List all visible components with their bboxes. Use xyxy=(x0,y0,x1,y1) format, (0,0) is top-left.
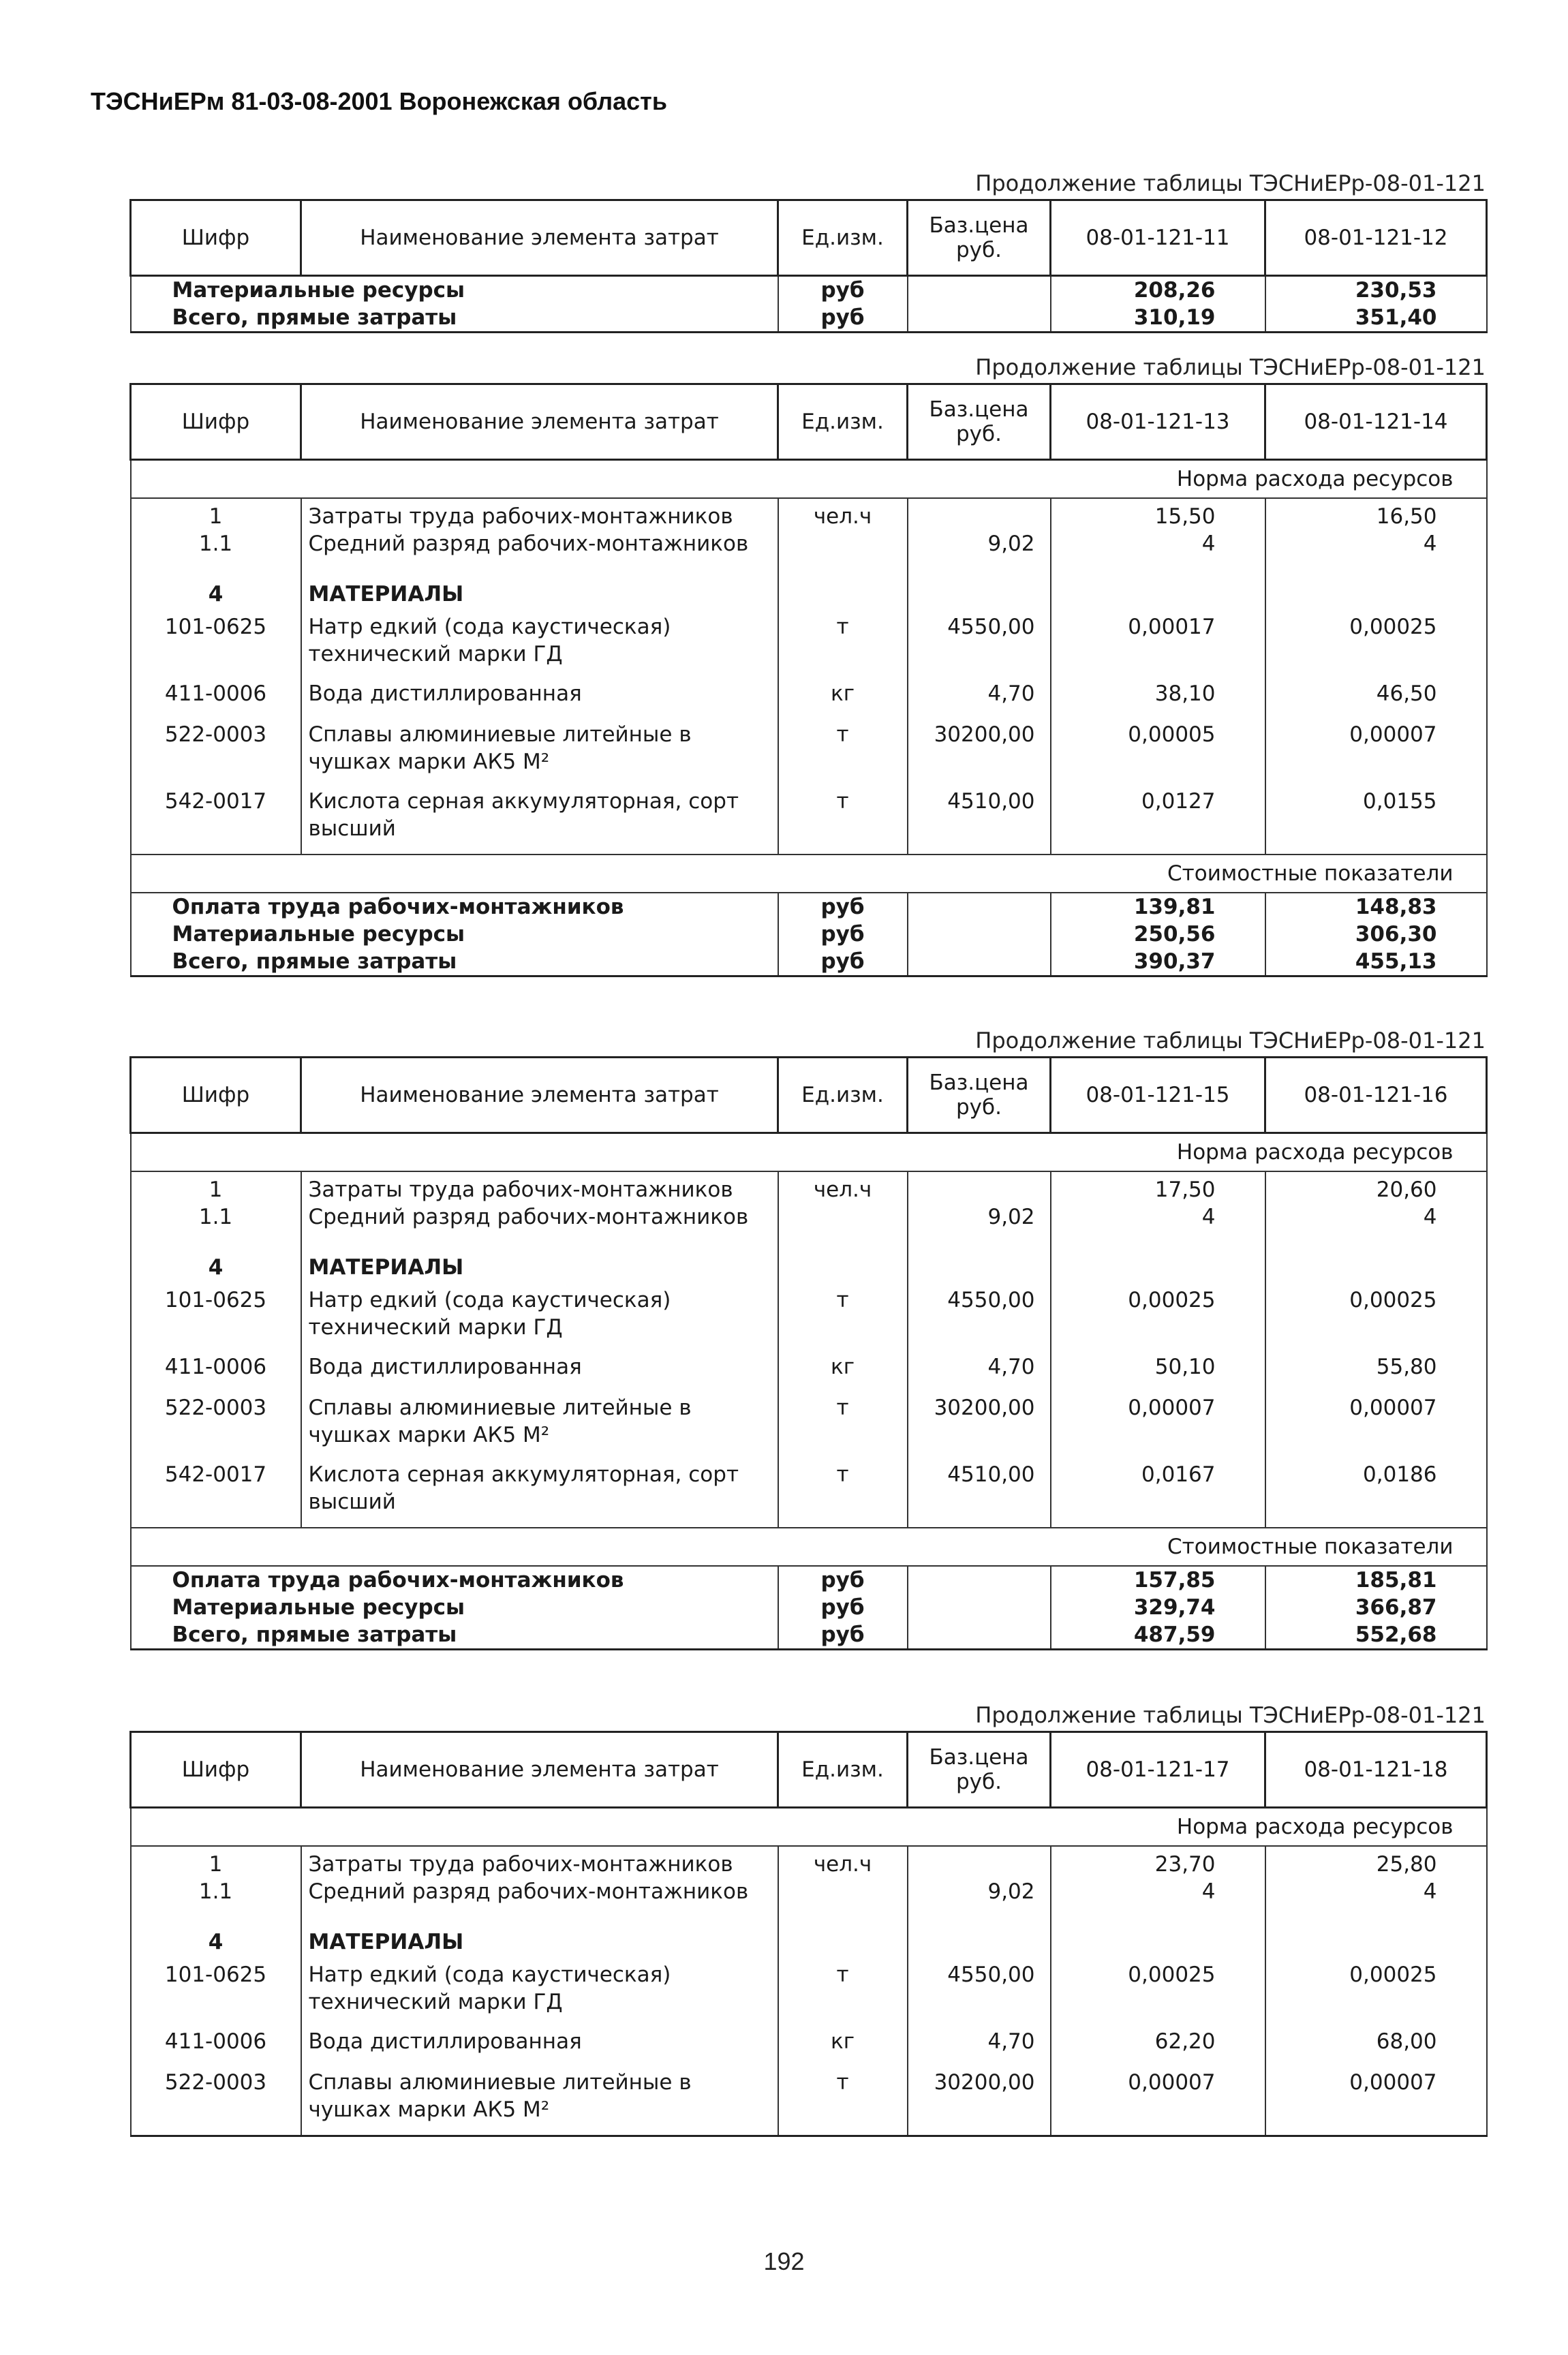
table-row xyxy=(131,1287,1487,1353)
col-header-code-1: 08-01-121-13 xyxy=(1051,384,1265,460)
total-label: Материальные ресурсы xyxy=(131,921,778,948)
total-label: Всего, прямые затраты xyxy=(131,1621,778,1650)
row-value-1: 17,50 xyxy=(1051,1171,1265,1203)
row-name: Кислота серная аккумуляторная, сорт высший xyxy=(301,1461,778,1528)
col-header-code: Шифр xyxy=(131,1058,301,1133)
col-header-code: Шифр xyxy=(131,384,301,460)
row-name: Затраты труда рабочих-монтажников xyxy=(301,1846,778,1878)
row-price: 4510,00 xyxy=(908,788,1051,855)
col-header-price: Баз.цена руб. xyxy=(908,384,1051,460)
row-value-1: 0,00007 xyxy=(1051,1394,1265,1461)
row-value-2: 0,0155 xyxy=(1265,788,1487,855)
row-unit: чел.ч xyxy=(778,1846,908,1878)
row-value-2: 0,0186 xyxy=(1265,1461,1487,1528)
row-code: 101-0625 xyxy=(131,613,301,680)
row-value-2: 0,00025 xyxy=(1265,1961,1487,2028)
section-label: Норма расхода ресурсов xyxy=(131,1808,1487,1847)
row-price: 4510,00 xyxy=(908,1461,1051,1528)
total-value-1: 310,19 xyxy=(1051,304,1265,333)
table-row xyxy=(131,1394,1487,1461)
table-header-row xyxy=(131,1732,1487,1808)
row-unit: т xyxy=(778,1287,908,1353)
table-row xyxy=(131,530,1487,571)
row-unit xyxy=(778,530,908,571)
col-header-code-2: 08-01-121-14 xyxy=(1265,384,1487,460)
col-header-unit: Ед.изм. xyxy=(778,1058,908,1133)
row-code: 1 xyxy=(131,498,301,530)
section-row xyxy=(131,855,1487,893)
row-value-2: 0,00007 xyxy=(1265,2069,1487,2136)
row-name: Затраты труда рабочих-монтажников xyxy=(301,1171,778,1203)
table-row xyxy=(131,571,1487,613)
row-name: Сплавы алюминиевые литейные в чушках марки АК5 М² xyxy=(301,2069,778,2136)
total-row xyxy=(131,1621,1487,1650)
row-name: МАТЕРИАЛЫ xyxy=(301,1244,778,1287)
row-name: МАТЕРИАЛЫ xyxy=(301,571,778,613)
col-header-name: Наименование элемента затрат xyxy=(301,200,778,276)
table-row xyxy=(131,498,1487,530)
row-name: Средний разряд рабочих-монтажников xyxy=(301,1203,778,1244)
row-code: 542-0017 xyxy=(131,788,301,855)
col-header-name: Наименование элемента затрат xyxy=(301,384,778,460)
row-value-1: 23,70 xyxy=(1051,1846,1265,1878)
row-value-1: 0,0127 xyxy=(1051,788,1265,855)
section-label: Стоимостные показатели xyxy=(131,855,1487,893)
resource-table xyxy=(129,199,1488,333)
row-price: 4,70 xyxy=(908,680,1051,721)
row-price xyxy=(908,1846,1051,1878)
total-value-2: 230,53 xyxy=(1265,276,1487,305)
row-name: Вода дистиллированная xyxy=(301,2028,778,2069)
row-code: 1 xyxy=(131,1171,301,1203)
table-row xyxy=(131,613,1487,680)
row-value-2: 0,00025 xyxy=(1265,613,1487,680)
row-value-2: 0,00007 xyxy=(1265,721,1487,788)
table-row xyxy=(131,721,1487,788)
total-value-1: 250,56 xyxy=(1051,921,1265,948)
row-name: Сплавы алюминиевые литейные в чушках марки АК5 М² xyxy=(301,721,778,788)
col-header-price: Баз.цена руб. xyxy=(908,1732,1051,1808)
row-value-1: 38,10 xyxy=(1051,680,1265,721)
row-code: 522-0003 xyxy=(131,2069,301,2136)
row-price: 30200,00 xyxy=(908,2069,1051,2136)
total-row xyxy=(131,304,1487,333)
row-name: Средний разряд рабочих-монтажников xyxy=(301,530,778,571)
table-row xyxy=(131,1846,1487,1878)
row-name: МАТЕРИАЛЫ xyxy=(301,1919,778,1961)
row-code: 1.1 xyxy=(131,1203,301,1244)
row-price: 9,02 xyxy=(908,1878,1051,1919)
table-header-row xyxy=(131,1058,1487,1133)
row-value-2: 68,00 xyxy=(1265,2028,1487,2069)
row-value-2: 16,50 xyxy=(1265,498,1487,530)
total-unit: руб xyxy=(778,1621,908,1650)
row-unit: т xyxy=(778,1461,908,1528)
row-name: Натр едкий (сода каустическая) технический марки ГД xyxy=(301,1287,778,1353)
row-value-2: 25,80 xyxy=(1265,1846,1487,1878)
row-code: 1.1 xyxy=(131,1878,301,1919)
row-unit: чел.ч xyxy=(778,498,908,530)
row-price xyxy=(908,1171,1051,1203)
row-code: 542-0017 xyxy=(131,1461,301,1528)
row-unit: кг xyxy=(778,1353,908,1394)
total-value-1: 157,85 xyxy=(1051,1566,1265,1594)
row-code: 411-0006 xyxy=(131,1353,301,1394)
section-label: Норма расхода ресурсов xyxy=(131,460,1487,499)
total-label: Оплата труда рабочих-монтажников xyxy=(131,1566,778,1594)
row-price: 4550,00 xyxy=(908,1961,1051,2028)
total-label: Материальные ресурсы xyxy=(131,276,778,305)
table-row xyxy=(131,680,1487,721)
total-row xyxy=(131,948,1487,976)
section-label: Стоимостные показатели xyxy=(131,1528,1487,1566)
total-value-2: 351,40 xyxy=(1265,304,1487,333)
row-code: 4 xyxy=(131,1244,301,1287)
section-row xyxy=(131,1528,1487,1566)
row-price: 9,02 xyxy=(908,1203,1051,1244)
table-caption: Продолжение таблицы ТЭСНиЕРр-08-01-121 xyxy=(975,170,1486,196)
col-header-price: Баз.цена руб. xyxy=(908,200,1051,276)
col-header-name: Наименование элемента затрат xyxy=(301,1732,778,1808)
row-value-1: 62,20 xyxy=(1051,2028,1265,2069)
total-value-2: 148,83 xyxy=(1265,893,1487,921)
table-header-row xyxy=(131,384,1487,460)
col-header-code-2: 08-01-121-18 xyxy=(1265,1732,1487,1808)
total-row xyxy=(131,1566,1487,1594)
row-value-1: 50,10 xyxy=(1051,1353,1265,1394)
row-unit: т xyxy=(778,613,908,680)
row-value-1: 4 xyxy=(1051,1878,1265,1919)
table-header-row xyxy=(131,200,1487,276)
row-value-2: 46,50 xyxy=(1265,680,1487,721)
row-value-1: 15,50 xyxy=(1051,498,1265,530)
row-price xyxy=(908,498,1051,530)
row-code: 522-0003 xyxy=(131,721,301,788)
row-code: 4 xyxy=(131,571,301,613)
resource-table xyxy=(129,383,1488,977)
row-code: 411-0006 xyxy=(131,680,301,721)
row-unit: чел.ч xyxy=(778,1171,908,1203)
total-row xyxy=(131,921,1487,948)
total-unit: руб xyxy=(778,948,908,976)
total-value-1: 329,74 xyxy=(1051,1594,1265,1621)
total-label: Оплата труда рабочих-монтажников xyxy=(131,893,778,921)
row-value-2: 4 xyxy=(1265,1878,1487,1919)
table-row xyxy=(131,1244,1487,1287)
section-label: Норма расхода ресурсов xyxy=(131,1133,1487,1172)
total-value-1: 390,37 xyxy=(1051,948,1265,976)
total-unit: руб xyxy=(778,276,908,305)
document-title: ТЭСНиЕРм 81-03-08-2001 Воронежская область xyxy=(91,87,667,115)
col-header-code-1: 08-01-121-11 xyxy=(1051,200,1265,276)
row-unit: т xyxy=(778,1394,908,1461)
row-code: 4 xyxy=(131,1919,301,1961)
row-name: Натр едкий (сода каустическая) технический марки ГД xyxy=(301,613,778,680)
row-code: 411-0006 xyxy=(131,2028,301,2069)
row-unit: т xyxy=(778,788,908,855)
table-row xyxy=(131,788,1487,855)
table-row xyxy=(131,1961,1487,2028)
row-unit: кг xyxy=(778,680,908,721)
row-unit: кг xyxy=(778,2028,908,2069)
total-row xyxy=(131,1594,1487,1621)
col-header-code: Шифр xyxy=(131,1732,301,1808)
total-unit: руб xyxy=(778,1566,908,1594)
col-header-code: Шифр xyxy=(131,200,301,276)
col-header-code-2: 08-01-121-12 xyxy=(1265,200,1487,276)
row-name: Сплавы алюминиевые литейные в чушках марки АК5 М² xyxy=(301,1394,778,1461)
row-value-1: 0,00005 xyxy=(1051,721,1265,788)
col-header-unit: Ед.изм. xyxy=(778,384,908,460)
row-price: 4550,00 xyxy=(908,1287,1051,1353)
row-price: 9,02 xyxy=(908,530,1051,571)
total-value-2: 185,81 xyxy=(1265,1566,1487,1594)
total-value-2: 366,87 xyxy=(1265,1594,1487,1621)
table-row xyxy=(131,1171,1487,1203)
col-header-code-1: 08-01-121-15 xyxy=(1051,1058,1265,1133)
row-value-2: 0,00025 xyxy=(1265,1287,1487,1353)
total-value-2: 552,68 xyxy=(1265,1621,1487,1650)
table-row xyxy=(131,1878,1487,1919)
row-value-1: 0,00025 xyxy=(1051,1961,1265,2028)
row-price: 30200,00 xyxy=(908,721,1051,788)
table-row xyxy=(131,2028,1487,2069)
section-row xyxy=(131,1808,1487,1847)
col-header-unit: Ед.изм. xyxy=(778,1732,908,1808)
total-unit: руб xyxy=(778,921,908,948)
row-price: 4,70 xyxy=(908,1353,1051,1394)
total-unit: руб xyxy=(778,1594,908,1621)
row-name: Кислота серная аккумуляторная, сорт высший xyxy=(301,788,778,855)
row-unit xyxy=(778,1203,908,1244)
row-value-1: 4 xyxy=(1051,530,1265,571)
row-value-2: 20,60 xyxy=(1265,1171,1487,1203)
table-caption: Продолжение таблицы ТЭСНиЕРр-08-01-121 xyxy=(975,1702,1486,1728)
total-value-1: 487,59 xyxy=(1051,1621,1265,1650)
table-row xyxy=(131,1461,1487,1528)
total-value-1: 139,81 xyxy=(1051,893,1265,921)
section-row xyxy=(131,1133,1487,1172)
page-number: 192 xyxy=(763,2247,805,2275)
row-name: Вода дистиллированная xyxy=(301,1353,778,1394)
row-name: Затраты труда рабочих-монтажников xyxy=(301,498,778,530)
row-value-1: 0,00017 xyxy=(1051,613,1265,680)
row-value-1: 0,00025 xyxy=(1051,1287,1265,1353)
total-value-2: 455,13 xyxy=(1265,948,1487,976)
row-value-2: 55,80 xyxy=(1265,1353,1487,1394)
total-unit: руб xyxy=(778,304,908,333)
total-row xyxy=(131,276,1487,305)
row-unit: т xyxy=(778,721,908,788)
total-label: Всего, прямые затраты xyxy=(131,948,778,976)
table-row xyxy=(131,1353,1487,1394)
row-value-2: 4 xyxy=(1265,530,1487,571)
resource-table xyxy=(129,1056,1488,1650)
col-header-price: Баз.цена руб. xyxy=(908,1058,1051,1133)
col-header-name: Наименование элемента затрат xyxy=(301,1058,778,1133)
row-price: 4550,00 xyxy=(908,613,1051,680)
section-row xyxy=(131,460,1487,499)
row-price: 30200,00 xyxy=(908,1394,1051,1461)
table-row xyxy=(131,2069,1487,2136)
row-value-1: 0,0167 xyxy=(1051,1461,1265,1528)
total-value-1: 208,26 xyxy=(1051,276,1265,305)
row-code: 522-0003 xyxy=(131,1394,301,1461)
row-code: 1.1 xyxy=(131,530,301,571)
total-row xyxy=(131,893,1487,921)
table-row xyxy=(131,1919,1487,1961)
resource-table xyxy=(129,1731,1488,2137)
table-caption: Продолжение таблицы ТЭСНиЕРр-08-01-121 xyxy=(975,354,1486,380)
col-header-code-2: 08-01-121-16 xyxy=(1265,1058,1487,1133)
total-label: Материальные ресурсы xyxy=(131,1594,778,1621)
total-label: Всего, прямые затраты xyxy=(131,304,778,333)
total-value-2: 306,30 xyxy=(1265,921,1487,948)
row-code: 101-0625 xyxy=(131,1961,301,2028)
row-value-1: 4 xyxy=(1051,1203,1265,1244)
row-unit xyxy=(778,1878,908,1919)
row-code: 101-0625 xyxy=(131,1287,301,1353)
table-caption: Продолжение таблицы ТЭСНиЕРр-08-01-121 xyxy=(975,1028,1486,1053)
row-name: Вода дистиллированная xyxy=(301,680,778,721)
row-price: 4,70 xyxy=(908,2028,1051,2069)
row-name: Натр едкий (сода каустическая) технический марки ГД xyxy=(301,1961,778,2028)
row-code: 1 xyxy=(131,1846,301,1878)
col-header-unit: Ед.изм. xyxy=(778,200,908,276)
row-value-2: 4 xyxy=(1265,1203,1487,1244)
col-header-code-1: 08-01-121-17 xyxy=(1051,1732,1265,1808)
row-unit: т xyxy=(778,2069,908,2136)
row-name: Средний разряд рабочих-монтажников xyxy=(301,1878,778,1919)
row-value-1: 0,00007 xyxy=(1051,2069,1265,2136)
row-unit: т xyxy=(778,1961,908,2028)
row-value-2: 0,00007 xyxy=(1265,1394,1487,1461)
total-unit: руб xyxy=(778,893,908,921)
table-row xyxy=(131,1203,1487,1244)
